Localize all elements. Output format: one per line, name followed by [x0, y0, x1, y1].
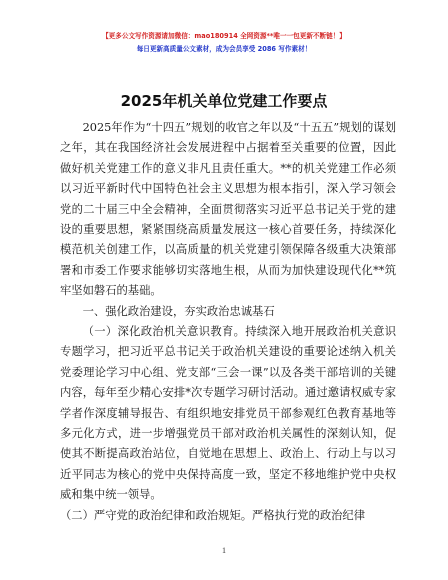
subsection-2-paragraph: （二）严守党的政治纪律和政治规矩。严格执行党的政治纪律 [60, 509, 366, 522]
promo-banner-line-2: 每日更新高质量公文素材，成为会员享受 2086 写作素材！ [136, 45, 312, 53]
intro-paragraph: 2025年作为“十四五”规划的收官之年以及“十五五”规划的谋划之年，其在我国经济社会发展进程中占据着至关重要的位置，因此做好机关党建工作的意义非凡且责任重大。**的机关党建工作必须以习近平新时代中国特色社会主义思想为根本指引，深入学习领会党的二十届三中全会精神，全面贯彻落实习近平总书记关于党的建设的重要思想，紧紧围绕高质量发展这一核心首要任务，持续深化模范机关创建工作，以高质量的机关党建引领保障各级重大决策部署和市委工作要求能够切实落地生根，从而为加快建设现代化**筑牢坚如磐石的基础。 [60, 121, 396, 298]
subsection-paragraph: （一）深化政治机关意识教育。持续深入地开展政治机关意识专题学习，把习近平总书记关于政治机关建设的重要论述纳入机关党委理论学习中心组、党支部“三会一课”以及各类干部培训的关键内容，每年至少精心安排*次专题学习研讨活动。通过邀请权威专家学者作深度辅导报告、有组织地安排党员干部参观红色教育基地等多元化方式，进一步增强党员干部对政治机关属性的深刻认知，促使其不断提高政治站位，自觉地在思想上、政治上、行动上与以习近平同志为核心的党中央保持高度一致，坚定不移地维护党中央权威和集中统一领导。 [60, 325, 396, 502]
document-title: 2025年机关单位党建工作要点 [120, 92, 328, 110]
page-number: 1 [222, 546, 226, 555]
promo-banner-line-1: 【更多公文写作资源请加微信：mao180914 全网资源**唯一一包更新不断链！】 [102, 32, 346, 40]
section-heading: 一、强化政治建设，夯实政治忠诚基石 [82, 305, 275, 318]
